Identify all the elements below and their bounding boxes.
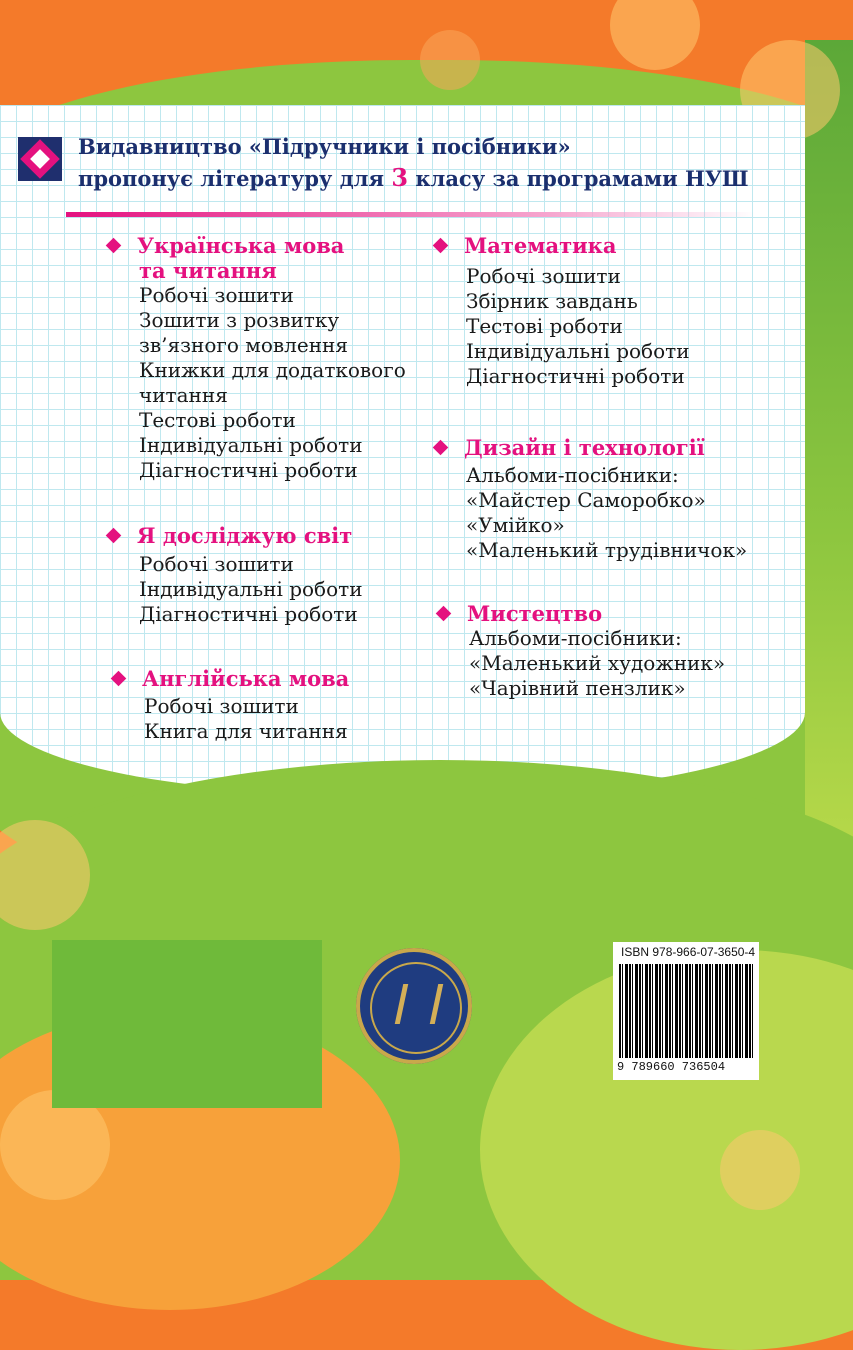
decor-circle — [610, 0, 700, 70]
list-item: «Чарівний пензлик» — [469, 676, 686, 700]
list-item: Альбоми-посібники: — [466, 463, 679, 487]
list-item: Робочі зошити — [139, 283, 294, 307]
list-item: «Маленький трудівничок» — [466, 538, 748, 562]
diamond-bullet-icon — [106, 238, 122, 254]
publisher-line: Видавництво «Підручники і посібники» — [78, 134, 571, 159]
list-item: Книжки для додаткового — [139, 358, 406, 382]
diamond-bullet-icon — [106, 528, 122, 544]
right-green-strip — [805, 40, 853, 860]
section-items — [139, 283, 406, 483]
list-item: Індивідуальні роботи — [139, 577, 363, 601]
list-item: Діагностичні роботи — [139, 458, 358, 482]
list-item: «Маленький художник» — [469, 651, 726, 675]
list-item: читання — [139, 383, 228, 407]
list-item: Тестові роботи — [139, 408, 296, 432]
isbn-barcode-box — [613, 942, 759, 1080]
list-item: зв’язного мовлення — [139, 333, 348, 357]
section-title: Математика — [435, 233, 690, 258]
diamond-bullet-icon — [436, 606, 452, 622]
list-item: Індивідуальні роботи — [139, 433, 363, 457]
quality-seal-icon — [356, 948, 472, 1064]
section-title: Англійська мова — [113, 666, 349, 691]
list-item: Альбоми-посібники: — [469, 626, 682, 650]
publisher-logo-icon — [18, 137, 62, 181]
diamond-bullet-icon — [111, 671, 127, 687]
list-item: Збірник завдань — [466, 289, 638, 313]
section-math — [435, 233, 690, 389]
offer-line — [78, 163, 749, 192]
list-item: Зошити з розвитку — [139, 308, 340, 332]
section-world — [108, 523, 363, 627]
section-items — [469, 626, 725, 701]
list-item: Книга для читання — [144, 719, 348, 743]
list-item: Робочі зошити — [139, 552, 294, 576]
list-item: Індивідуальні роботи — [466, 339, 690, 363]
isbn-label: ISBN 978-966-07-3650-4 — [621, 945, 756, 959]
pink-divider — [66, 212, 756, 217]
section-design — [435, 435, 747, 563]
section-title: Я досліджую світ — [108, 523, 363, 548]
list-item: Діагностичні роботи — [139, 602, 358, 626]
list-item: Робочі зошити — [466, 264, 621, 288]
section-title: Дизайн і технології — [435, 435, 747, 460]
list-item: «Умійко» — [466, 513, 565, 537]
section-art — [438, 601, 725, 701]
decor-circle — [720, 1130, 800, 1210]
barcode-icon — [619, 964, 753, 1058]
diamond-bullet-icon — [433, 440, 449, 456]
diamond-bullet-icon — [433, 238, 449, 254]
section-items — [466, 264, 690, 389]
grade-number: 3 — [391, 163, 409, 192]
barcode-digits: 9 789660 736504 — [617, 1060, 726, 1074]
decor-circle — [420, 30, 480, 90]
list-item: «Майстер Саморобко» — [466, 488, 706, 512]
section-ukrainian — [108, 233, 406, 483]
green-label-block — [52, 940, 322, 1108]
section-title: Мистецтво — [438, 601, 725, 626]
section-items — [139, 552, 363, 627]
list-item: Діагностичні роботи — [466, 364, 685, 388]
section-items — [144, 694, 349, 744]
list-item: Робочі зошити — [144, 694, 299, 718]
offer-text-after: класу за програмами НУШ — [408, 166, 749, 191]
section-english — [113, 666, 349, 744]
section-title-cont: та читання — [139, 258, 277, 283]
section-title: Українська мова — [108, 233, 406, 258]
list-item: Тестові роботи — [466, 314, 623, 338]
section-items — [466, 463, 747, 563]
offer-text-before: пропонує літературу для — [78, 166, 392, 191]
